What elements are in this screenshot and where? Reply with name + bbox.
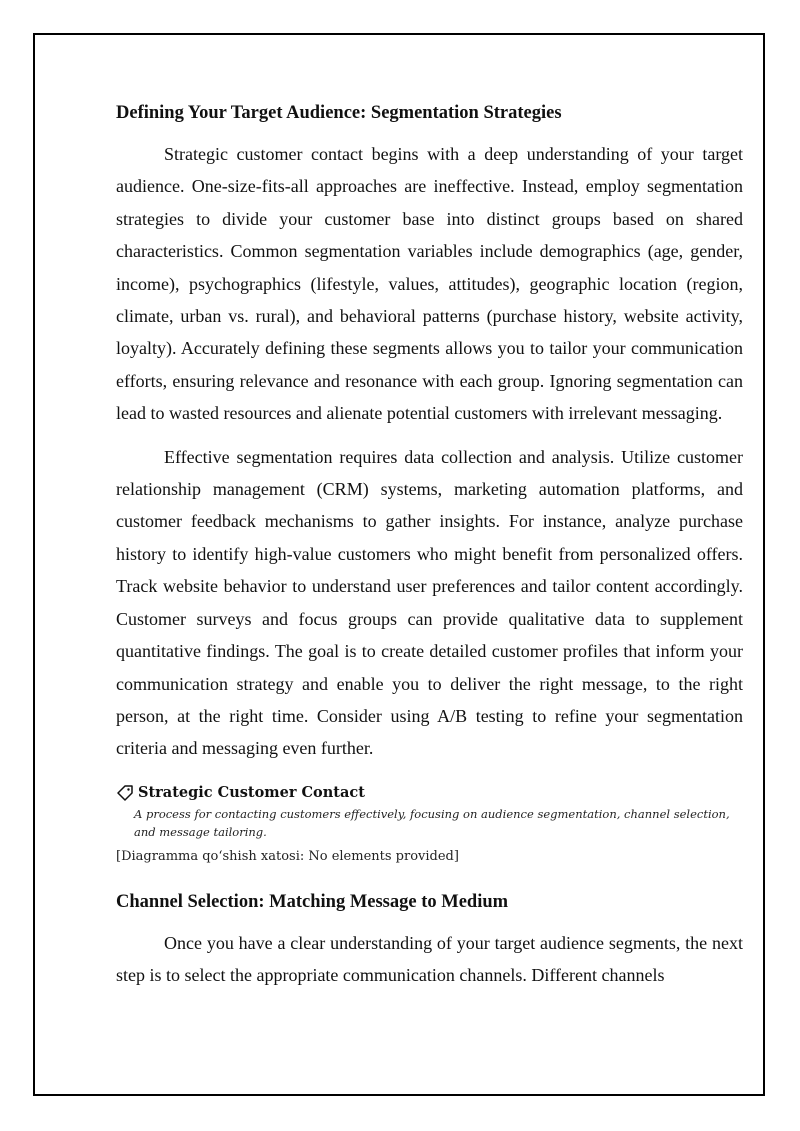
diagram-error-message: [Diagramma qo‘shish xatosi: No elements provided] [116,848,459,864]
tag-icon [116,784,134,802]
paragraph-segmentation-intro: Strategic customer contact begins with a deep understanding of your target audience. One-size-fits-all approaches are ineffective. Instead, employ segmentation strategies to divide your customer base into distinct groups based on shared characteristics. Common segmentation variables include demographics (age, gender, income), psychographics (lifestyle, values, attitudes), geographic location (region, climate, urban vs. rural), and behavioral patterns (purchase history, website activity, loyalty). Accurately defining these segments allows you to tailor your communication efforts, ensuring relevance and resonance with each group. Ignoring segmentation can lead to wasted resources and alienate potential customers with irrelevant messaging. [116,144,743,424]
section-heading-channel-selection: Channel Selection: Matching Message to Medium [116,891,509,912]
diagram-title-row [116,783,743,803]
diagram-title: Strategic Customer Contact [138,783,365,801]
section-heading-segmentation: Defining Your Target Audience: Segmentation Strategies [116,103,562,123]
paragraph-segmentation-data: Effective segmentation requires data collection and analysis. Utilize customer relationship management (CRM) systems, marketing automation platforms, and customer feedback mechanisms to gather insights. For instance, analyze purchase history to identify high-value customers who might benefit from personalized offers. Track website behavior to understand user preferences and tailor content accordingly. Customer surveys and focus groups can provide qualitative data to supplement quantitative findings. The goal is to create detailed customer profiles that inform your communication strategy and enable you to deliver the right message, to the right person, at the right time. Consider using A/B testing to refine your segmentation criteria and messaging even further. [116,446,743,759]
diagram-description: A process for contacting customers effectively, focusing on audience segmentation, channel selection, and message tailoring. [134,806,730,839]
page-frame [33,33,765,1096]
diagram-block [116,783,743,866]
document-content [116,101,743,992]
paragraph-channel-selection: Once you have a clear understanding of your target audience segments, the next step is to select the appropriate communication channels. Different channels [116,932,743,986]
